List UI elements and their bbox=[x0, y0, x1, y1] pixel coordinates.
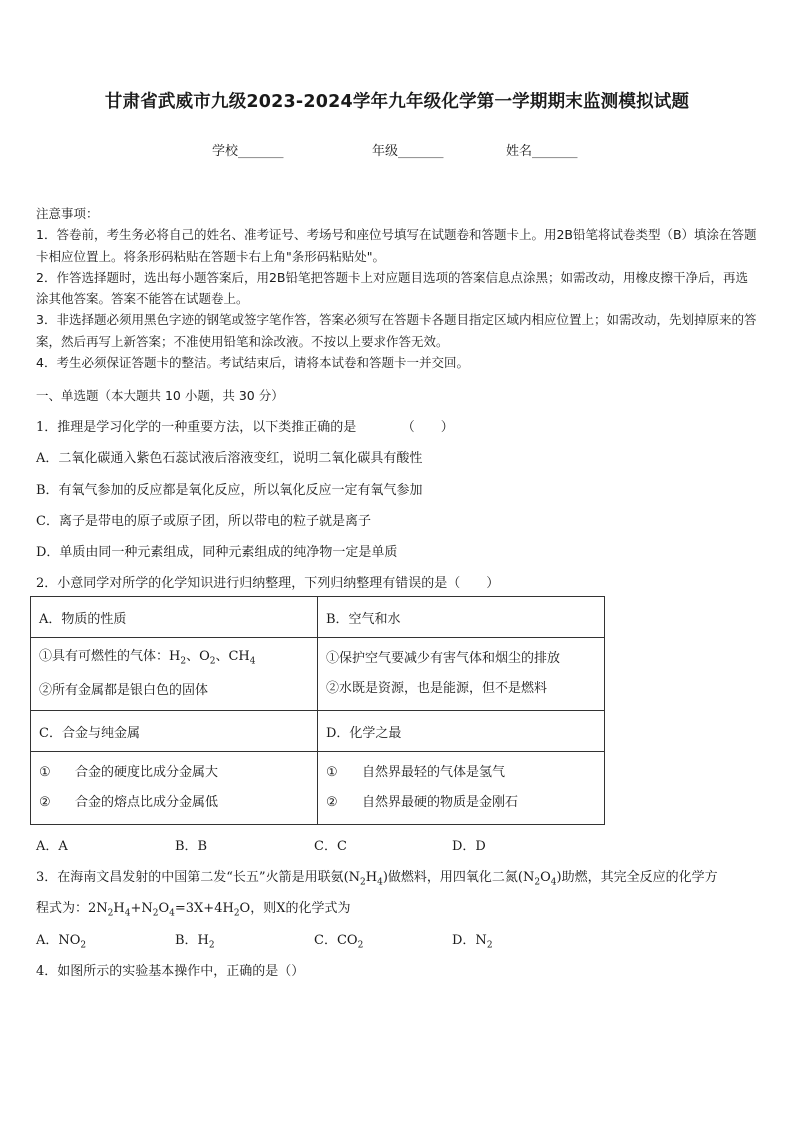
notes-item: 1．答卷前，考生务必将自己的姓名、准考证号、考场号和座位号填写在试题卷和答题卡上。用2B铅笔将试卷类型（B）填涂在答题卡相应位置上。将条形码粘贴在答题卡右上角"条形码粘贴处"。 bbox=[36, 227, 757, 264]
notes-item: 3．非选择题必须用黑色字迹的钢笔或签字笔作答，答案必须写在答题卡各题目指定区域内相应位置上；如需改动，先划掉原来的答案，然后再写上新答案；不准使用铅笔和涂改液。不按以上要求作答无效。 bbox=[36, 312, 757, 349]
q3-option-b: B．$H_2$ bbox=[175, 933, 215, 951]
q1-option-d: D．单质由同一种元素组成，同种元素组成的纯净物一定是单质 bbox=[36, 545, 398, 560]
q1-option-a: A．二氧化碳通入紫色石蕊试液后溶液变红，说明二氧化碳具有酸性 bbox=[36, 451, 423, 466]
q2-cell-c-head: C．合金与纯金属 bbox=[31, 711, 318, 752]
q4-stem: 4．如图所示的实验基本操作中，正确的是（） bbox=[36, 964, 305, 979]
q2-cell-b-head: B．空气和水 bbox=[318, 597, 605, 638]
q2-option-d: D．D bbox=[452, 839, 486, 854]
q2-cell-d-head: D．化学之最 bbox=[318, 711, 605, 752]
q3-option-d: D．$N_2$ bbox=[452, 933, 493, 951]
q1-option-b: B．有氧气参加的反应都是氧化反应，所以氧化反应一定有氧气参加 bbox=[36, 483, 423, 498]
q3-option-c: C．$CO_2$ bbox=[314, 933, 364, 951]
q2-table bbox=[30, 596, 605, 825]
q2-a-item-2: ②所有金属都是银白色的固体 bbox=[39, 683, 209, 699]
q2-option-b: B．B bbox=[175, 839, 208, 854]
q2-d-item-2: ② 自然界最硬的物质是金刚石 bbox=[326, 795, 519, 810]
notes-heading: 注意事项： bbox=[36, 206, 99, 221]
name-field: 姓名_______ bbox=[506, 144, 578, 159]
q2-cell-a-head: A．物质的性质 bbox=[31, 597, 318, 638]
q3-stem-line-1: 3．在海南文昌发射的中国第二发“长五”火箭是用联氨$(N_2H_4)$做燃料，用四氧化二氮$(N_2O_4)$助燃，其完全反应的化学方 bbox=[36, 870, 718, 888]
q2-cell-a-body bbox=[31, 638, 318, 711]
school-field: 学校_______ bbox=[212, 144, 284, 159]
q3-option-a: A．$NO_2$ bbox=[36, 933, 87, 951]
q2-c-item-2: ② 合金的熔点比成分金属低 bbox=[39, 795, 219, 810]
q1-stem: 1．推理是学习化学的一种重要方法，以下类推正确的是 （ ） bbox=[36, 420, 454, 435]
q2-d-item-1: ① 自然界最轻的气体是氢气 bbox=[326, 765, 506, 780]
section-heading: 一、单选题（本大题共 10 小题，共 30 分） bbox=[36, 388, 284, 403]
q2-option-a: A．A bbox=[36, 839, 68, 854]
exam-notes bbox=[36, 203, 760, 373]
q1-option-c: C．离子是带电的原子或原子团，所以带电的粒子就是离子 bbox=[36, 514, 371, 529]
q2-a-item-1: ①具有可燃性的气体：$H_2$、$O_2$、$CH_4$ bbox=[39, 648, 256, 667]
exam-title: 甘肃省武威市九级2023-2024学年九年级化学第一学期期末监测模拟试题 bbox=[104, 92, 690, 112]
q2-cell-b-body bbox=[318, 638, 605, 711]
q2-cell-d-body bbox=[318, 752, 605, 825]
notes-item: 2．作答选择题时，选出每小题答案后，用2B铅笔把答题卡上对应题目选项的答案信息点涂黑；如需改动，用橡皮擦干净后，再选涂其他答案。答案不能答在试题卷上。 bbox=[36, 269, 748, 307]
q3-stem-line-2: 程式为：$2N_2H_4+N_2O_4=3X+4H_2O$，则X的化学式为 bbox=[36, 901, 351, 919]
q2-option-c: C．C bbox=[314, 839, 347, 854]
q2-stem: 2．小意同学对所学的化学知识进行归纳整理，下列归纳整理有错误的是（ ） bbox=[36, 576, 500, 591]
q2-b-item-2: ②水既是资源，也是能源，但不是燃料 bbox=[326, 681, 548, 696]
q2-b-item-1: ①保护空气要减少有害气体和烟尘的排放 bbox=[326, 651, 561, 666]
q2-cell-c-body bbox=[31, 752, 318, 825]
grade-field: 年级_______ bbox=[372, 144, 444, 159]
notes-item: 4．考生必须保证答题卡的整洁。考试结束后，请将本试卷和答题卡一并交回。 bbox=[36, 355, 469, 371]
q2-c-item-1: ① 合金的硬度比成分金属大 bbox=[39, 765, 219, 780]
